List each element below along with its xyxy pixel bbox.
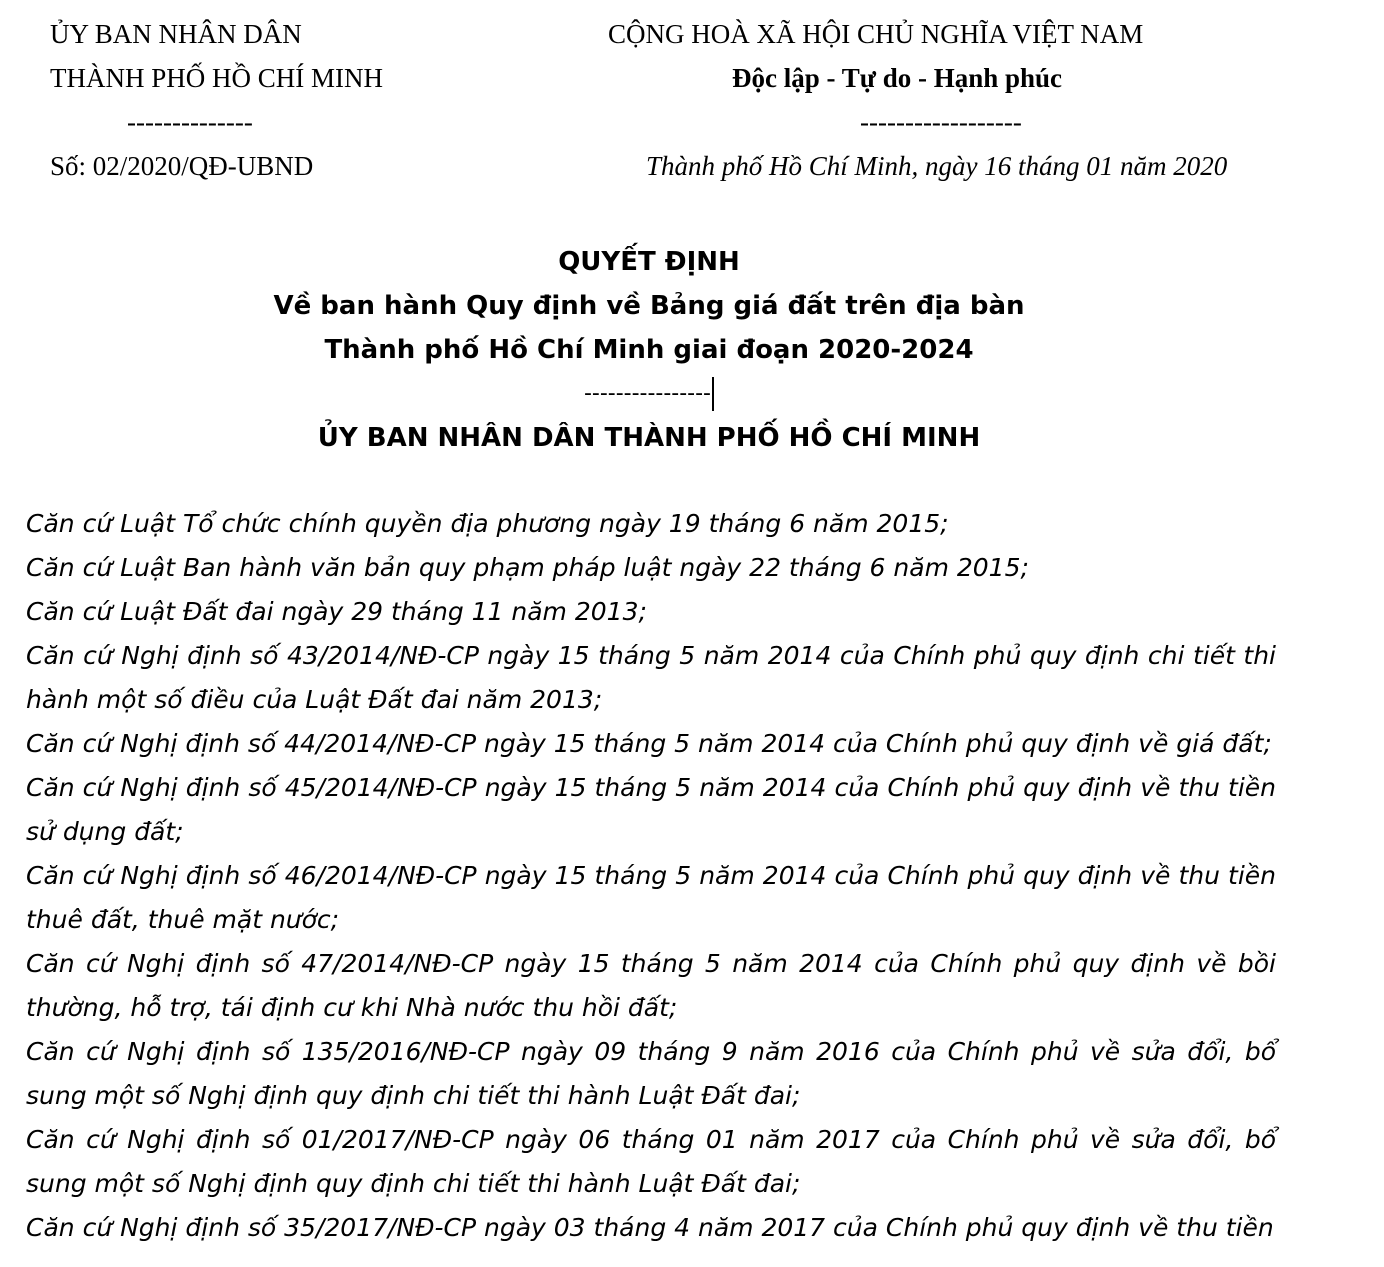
- issue-date: Thành phố Hồ Chí Minh, ngày 16 tháng 01 năm 2020: [646, 151, 1228, 181]
- legal-basis-paragraph: Căn cứ Nghị định số 35/2017/NĐ-CP ngày 03 tháng 4 năm 2017 của Chính phủ quy định về thu tiền: [26, 1213, 1274, 1242]
- issuer-line-2: THÀNH PHỐ HỒ CHÍ MINH: [50, 63, 383, 93]
- issuer-line-1: ỦY BAN NHÂN DÂN: [50, 19, 302, 49]
- document-number: Số: 02/2020/QĐ-UBND: [50, 151, 314, 181]
- legal-basis-paragraph: Căn cứ Luật Ban hành văn bản quy phạm pháp luật ngày 22 tháng 6 năm 2015;: [26, 553, 1029, 582]
- title-separator: ----------------: [583, 381, 711, 406]
- legal-basis-paragraph: Căn cứ Nghị định số 43/2014/NĐ-CP ngày 15 tháng 5 năm 2014 của Chính phủ quy định chi tiết thi hành một số điều của Luật Đất đai năm 2013;: [26, 641, 1276, 714]
- legal-basis-paragraph: Căn cứ Nghị định số 44/2014/NĐ-CP ngày 15 tháng 5 năm 2014 của Chính phủ quy định về giá đất;: [26, 729, 1272, 758]
- national-motto: Độc lập - Tự do - Hạnh phúc: [732, 63, 1063, 93]
- decision-subtitle-line-1: Về ban hành Quy định về Bảng giá đất trên địa bàn: [273, 291, 1025, 321]
- legal-basis-paragraph: Căn cứ Nghị định số 47/2014/NĐ-CP ngày 15 tháng 5 năm 2014 của Chính phủ quy định về bồi thường, hỗ trợ, tái định cư khi Nhà nước thu hồi đất;: [26, 949, 1276, 1022]
- decision-title-block: [0, 240, 1298, 460]
- text-cursor: [712, 377, 714, 411]
- legal-basis-paragraph: Căn cứ Nghị định số 135/2016/NĐ-CP ngày 09 tháng 9 năm 2016 của Chính phủ về sửa đổi, bổ sung một số Nghị định quy định chi tiết thi hành Luật Đất đai;: [26, 1037, 1276, 1110]
- issuer-separator: --------------: [127, 107, 253, 137]
- legal-basis-paragraph: Căn cứ Luật Tổ chức chính quyền địa phương ngày 19 tháng 6 năm 2015;: [26, 509, 949, 538]
- decision-heading: QUYẾT ĐỊNH: [558, 247, 740, 277]
- legal-basis-paragraph: Căn cứ Nghị định số 45/2014/NĐ-CP ngày 15 tháng 5 năm 2014 của Chính phủ quy định về thu tiền sử dụng đất;: [26, 773, 1276, 846]
- legal-basis-paragraph: Căn cứ Nghị định số 46/2014/NĐ-CP ngày 15 tháng 5 năm 2014 của Chính phủ quy định về thu tiền thuê đất, thuê mặt nước;: [26, 861, 1276, 934]
- national-title: CỘNG HOÀ XÃ HỘI CHỦ NGHĨA VIỆT NAM: [608, 19, 1144, 49]
- legal-basis-paragraph: Căn cứ Luật Đất đai ngày 29 tháng 11 năm 2013;: [26, 597, 647, 626]
- document-header: [0, 0, 1384, 200]
- legal-basis-paragraph: Căn cứ Nghị định số 01/2017/NĐ-CP ngày 06 tháng 01 năm 2017 của Chính phủ về sửa đổi, bổ sung một số Nghị định quy định chi tiết thi hành Luật Đất đai;: [26, 1125, 1276, 1198]
- motto-separator: ------------------: [860, 107, 1022, 137]
- title-separator-row[interactable]: [0, 372, 1298, 416]
- document-body[interactable]: [26, 502, 1276, 1250]
- decision-subtitle-line-2: Thành phố Hồ Chí Minh giai đoạn 2020-2024: [324, 335, 974, 365]
- issuing-authority: ỦY BAN NHÂN DÂN THÀNH PHỐ HỒ CHÍ MINH: [317, 423, 981, 453]
